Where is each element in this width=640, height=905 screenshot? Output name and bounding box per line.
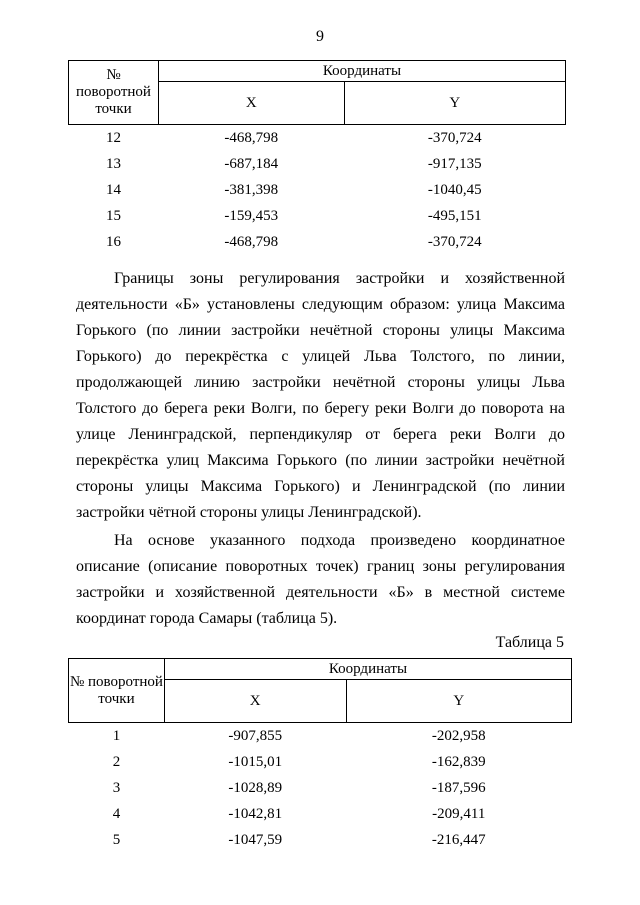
coord-y: -202,958	[431, 727, 486, 744]
coord-x: -468,798	[224, 129, 279, 146]
coord-y: -1040,45	[427, 181, 482, 198]
coord-y: -917,135	[427, 155, 482, 172]
header-y: Y	[346, 680, 571, 723]
point-number: 2	[112, 753, 121, 770]
header-coordinates: Координаты	[158, 61, 565, 82]
paragraph-zone-boundaries: Границы зоны регулирования застройки и хозяйственной деятельности «Б» установлены следующим образом: улица Максима Горького (по линии застройки нечётной стороны улицы Максима Горького) до перекрёстка с улицей Льва Толстого, по линии, продолжающей линию застройки нечётной стороны улицы Льва Толстого до берега реки Волги, по берегу реки Волги до поворота на улице Ленинградской, перпендикуляр от берега реки Волги до перекрёстка улиц Максима Горького (по линии застройки нечётной стороны улицы Максима Горького) и Ленинградской (по линии застройки чётной стороны улицы Ленинградской).	[76, 270, 565, 521]
point-number: 3	[112, 779, 121, 796]
coord-y: -495,151	[427, 207, 482, 224]
header-point-number: № поворотной точки	[69, 61, 159, 125]
coord-y: -370,724	[427, 129, 482, 146]
table-row	[69, 775, 572, 801]
table-row	[69, 177, 566, 203]
coordinates-table-5	[68, 658, 572, 853]
table-row	[69, 801, 572, 827]
coord-x: -1015,01	[228, 753, 283, 770]
point-number: 4	[112, 805, 121, 822]
table-row	[69, 723, 572, 750]
header-x: X	[158, 82, 344, 125]
coord-x: -1028,89	[228, 779, 283, 796]
point-number: 13	[105, 155, 121, 172]
header-coordinates: Координаты	[164, 659, 571, 680]
coord-x: -1047,59	[228, 831, 283, 848]
point-number: 14	[105, 181, 121, 198]
coord-y: -216,447	[431, 831, 486, 848]
point-number: 12	[105, 129, 121, 146]
header-x: X	[164, 680, 346, 723]
point-number: 15	[105, 207, 121, 224]
paragraph-coordinate-description: На основе указанного подхода произведено координатное описание (описание поворотных точек) границ зоны регулирования застройки и хозяйственной деятельности «Б» в местной системе координат города Самары (таблица 5).	[76, 532, 565, 627]
table-row	[69, 749, 572, 775]
coord-y: -162,839	[431, 753, 486, 770]
header-point-number: № поворотной точки	[69, 659, 165, 723]
point-number: 1	[112, 727, 121, 744]
table-row	[69, 827, 572, 853]
coord-x: -159,453	[224, 207, 279, 224]
table-row	[69, 151, 566, 177]
coord-x: -381,398	[224, 181, 279, 198]
page-number: 9	[316, 28, 324, 45]
coord-y: -370,724	[427, 233, 482, 250]
point-number: 16	[105, 233, 121, 250]
coord-x: -1042,81	[228, 805, 283, 822]
coord-x: -907,855	[228, 727, 283, 744]
coord-x: -468,798	[224, 233, 279, 250]
table-caption: Таблица 5	[495, 634, 564, 651]
table-row	[69, 203, 566, 229]
point-number: 5	[112, 831, 121, 848]
coordinates-table-continued	[68, 60, 566, 255]
header-y: Y	[344, 82, 565, 125]
coord-y: -209,411	[432, 805, 486, 822]
coord-y: -187,596	[431, 779, 486, 796]
coord-x: -687,184	[224, 155, 279, 172]
table-row	[69, 229, 566, 255]
table-row	[69, 125, 566, 152]
